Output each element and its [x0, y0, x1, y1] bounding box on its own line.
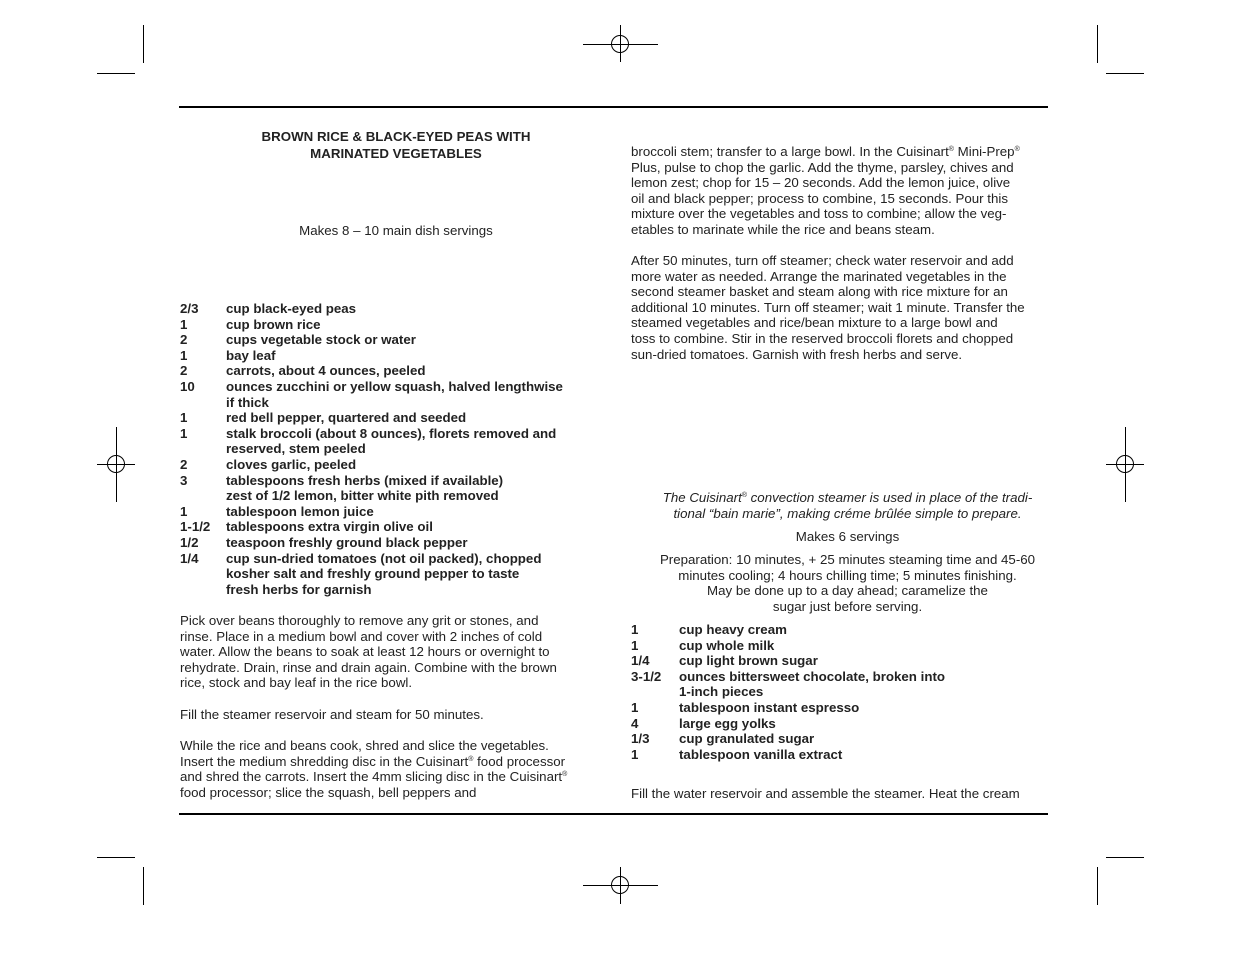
ingredient-row [180, 473, 620, 489]
ingredient-row [180, 363, 620, 379]
ingredient-row [180, 457, 620, 473]
ingredient-quantity: 3-1/2 [631, 668, 662, 684]
bottom-rule [179, 813, 1048, 815]
method-paragraph: Pick over beans thoroughly to remove any grit or stones, and rinse. Place in a medium bowl and cover with 2 inches of cold water. Allow the beans to soak at least 12 hours or overnight to rehydrate. Drain, rinse and drain again. Combine with the brown rice, stock and bay leaf in the rice bowl. [180, 613, 557, 691]
ingredient-row [180, 395, 620, 411]
ingredient-quantity: 1 [631, 699, 639, 715]
ingredient-text: cup granulated sugar [679, 731, 815, 747]
ingredient-quantity: 1 [631, 622, 639, 637]
ingredient-quantity: 4 [631, 715, 639, 731]
ingredient-text: cups vegetable stock or water [226, 332, 416, 348]
ingredient-row [180, 504, 620, 520]
ingredient-text: carrots, about 4 ounces, peeled [226, 363, 426, 379]
ingredient-row [180, 535, 620, 551]
ingredient-quantity [180, 488, 226, 504]
ingredient-quantity [180, 395, 226, 411]
ingredient-text: cup sun-dried tomatoes (not oil packed), chopped [226, 550, 542, 566]
ingredient-quantity: 1/4 [180, 550, 199, 566]
ingredient-quantity: 2 [180, 332, 188, 348]
ingredient-text: ounces zucchini or yellow squash, halved lengthwise [226, 378, 563, 394]
ingredient-row [180, 566, 620, 582]
ingredient-text: cup black-eyed peas [226, 301, 357, 316]
method-paragraph: Fill the steamer reservoir and steam for 50 minutes. [180, 707, 484, 722]
ingredient-row [631, 684, 1071, 700]
ingredient-text: large egg yolks [679, 715, 776, 731]
ingredient-quantity [631, 684, 679, 700]
recipe-title: BROWN RICE & BLACK-EYED PEAS WITH MARINATED VEGETABLES [261, 129, 531, 161]
ingredient-list [631, 622, 1071, 762]
ingredient-text: tablespoon lemon juice [226, 503, 374, 519]
ingredient-row [631, 653, 1071, 669]
ingredient-text: ounces bittersweet chocolate, broken into [679, 668, 945, 684]
crop-mark [1097, 867, 1098, 905]
ingredient-row [180, 332, 620, 348]
ingredient-text: bay leaf [226, 347, 276, 363]
ingredient-text: cup heavy cream [679, 622, 787, 637]
ingredient-row [631, 622, 1071, 638]
ingredient-text: kosher salt and freshly ground pepper to taste [226, 566, 520, 582]
recipe-intro: The Cuisinart® convection steamer is used in place of the tradi- tional “bain marie”, making créme brûlée simple to prepare. [662, 490, 1033, 521]
ingredient-quantity: 1 [631, 746, 639, 762]
ingredient-row [631, 700, 1071, 716]
ingredient-row [180, 426, 620, 442]
ingredient-text: tablespoons extra virgin olive oil [226, 519, 433, 535]
ingredient-quantity: 1/2 [180, 534, 199, 550]
ingredient-quantity: 2 [180, 456, 188, 472]
ingredient-text: cup light brown sugar [679, 653, 818, 669]
ingredient-text: zest of 1/2 lemon, bitter white pith removed [226, 488, 499, 504]
top-rule [179, 106, 1048, 108]
ingredient-row [631, 731, 1071, 747]
ingredient-quantity: 1 [631, 637, 639, 653]
ingredient-text: teaspoon freshly ground black pepper [226, 534, 468, 550]
ingredient-quantity: 2 [180, 363, 188, 379]
ingredient-quantity: 1-1/2 [180, 519, 211, 535]
ingredient-text: cup whole milk [679, 637, 775, 653]
ingredient-row [180, 317, 620, 333]
ingredient-quantity: 2/3 [180, 301, 199, 316]
ingredient-list [180, 301, 620, 597]
ingredient-text: if thick [226, 394, 269, 410]
ingredient-quantity: 1/4 [631, 653, 650, 669]
preparation-note: Preparation: 10 minutes, + 25 minutes steaming time and 45-60 minutes cooling; 4 hours chilling time; 5 minutes finishing. May be done up to a day ahead; caramelize the sugar just before serving. [659, 552, 1036, 614]
ingredient-text: fresh herbs for garnish [226, 581, 372, 597]
ingredient-quantity: 1/3 [631, 731, 650, 747]
ingredient-text: stalk broccoli (about 8 ounces), florets removed and [226, 425, 557, 441]
ingredient-row [180, 441, 620, 457]
ingredient-text: tablespoon vanilla extract [679, 746, 843, 762]
ingredient-row [180, 301, 620, 317]
ingredient-text: red bell pepper, quartered and seeded [226, 410, 467, 426]
method-paragraph: After 50 minutes, turn off steamer; check water reservoir and add more water as needed. Arrange the marinated vegetables in the second steamer basket and steam along with rice mixture for an additional 10 minutes. Turn off steamer; wait 1 minute. Transfer the steamed vegetables and rice/bean mixture to a large bowl and toss to combine. Stir in the reserved broccoli florets and chopped sun-dried tomatoes. Garnish with fresh herbs and serve. [631, 253, 1025, 362]
crop-mark [97, 857, 135, 858]
ingredient-row [631, 638, 1071, 654]
ingredient-quantity: 1 [180, 425, 188, 441]
ingredient-text: cloves garlic, peeled [226, 456, 357, 472]
ingredient-quantity [180, 566, 226, 582]
crop-mark [143, 867, 144, 905]
servings: Makes 8 – 10 main dish servings [299, 223, 493, 238]
ingredient-row [180, 551, 620, 567]
ingredient-row [180, 582, 620, 598]
method-paragraph: Fill the water reservoir and assemble the steamer. Heat the cream [631, 786, 1020, 801]
method-paragraph: While the rice and beans cook, shred and slice the vegetables. Insert the medium shredding disc in the Cuisinart® food processor and shred the carrots. Insert the 4mm slicing disc in the Cuisinart® food processor; slice the squash, bell peppers and [180, 738, 568, 800]
crop-mark [1106, 73, 1144, 74]
ingredient-text: 1-inch pieces [679, 684, 764, 700]
ingredient-row [631, 669, 1071, 685]
ingredient-quantity: 3 [180, 472, 188, 488]
ingredient-row [180, 379, 620, 395]
ingredient-quantity: 1 [180, 410, 188, 426]
ingredient-quantity: 1 [180, 316, 188, 332]
ingredient-quantity: 10 [180, 378, 195, 394]
crop-mark [1097, 25, 1098, 63]
ingredient-quantity: 1 [180, 347, 188, 363]
crop-mark [143, 25, 144, 63]
crop-mark [97, 73, 135, 74]
ingredient-row [180, 410, 620, 426]
crop-mark [1106, 857, 1144, 858]
ingredient-text: tablespoons fresh herbs (mixed if available) [226, 472, 504, 488]
ingredient-text: reserved, stem peeled [226, 441, 366, 457]
servings: Makes 6 servings [795, 529, 900, 544]
ingredient-text: tablespoon instant espresso [679, 699, 860, 715]
method-paragraph: broccoli stem; transfer to a large bowl. In the Cuisinart® Mini-Prep® Plus, pulse to chop the garlic. Add the thyme, parsley, chives and lemon zest; chop for 15 – 20 seconds. Add the lemon juice, olive oil and black pepper; process to combine, 15 seconds. Pour this mixture over the vegetables and toss to combine; allow the veg- etables to marinate while the rice and beans steam. [631, 144, 1020, 237]
ingredient-text: cup brown rice [226, 316, 321, 332]
ingredient-quantity [180, 582, 226, 598]
ingredient-quantity: 1 [180, 503, 188, 519]
ingredient-quantity [180, 441, 226, 457]
ingredient-row [180, 488, 620, 504]
ingredient-row [631, 747, 1071, 763]
ingredient-row [631, 716, 1071, 732]
ingredient-row [180, 519, 620, 535]
ingredient-row [180, 348, 620, 364]
